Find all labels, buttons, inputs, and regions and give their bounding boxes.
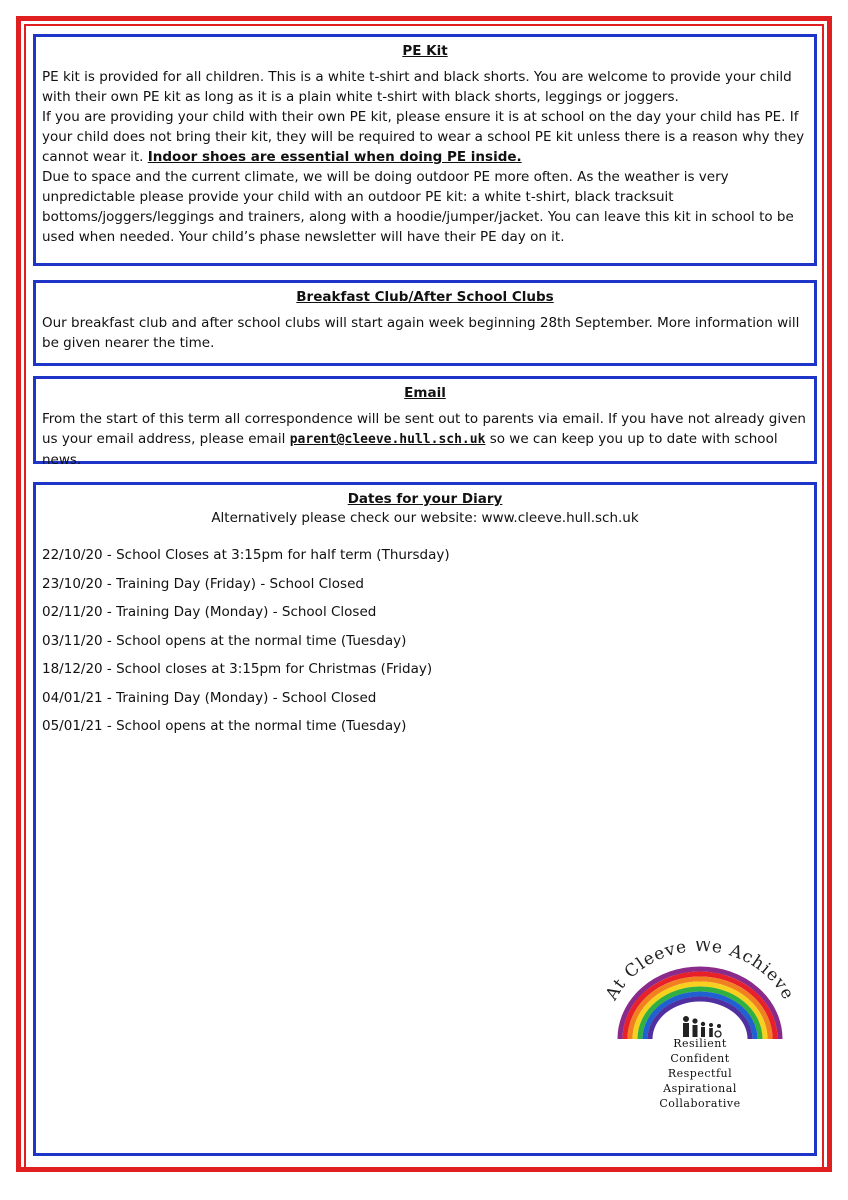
diary-website-note: Alternatively please check our website: www.cleeve.hull.sch.uk <box>211 510 639 526</box>
email-text-before: From the start of this term all correspondence will be sent out to parents via email. If you have not already given us your email address, please email <box>42 411 806 447</box>
email-section <box>33 376 817 468</box>
diary-title: Dates for your Diary <box>347 491 503 507</box>
value-confident: Confident <box>670 1052 730 1065</box>
diary-date-item: 22/10/20 - School Closes at 3:15pm for half term (Thursday) <box>42 547 450 563</box>
rainbow-motto-graphic <box>600 941 800 1041</box>
email-text-after: so we can keep you up to date with school news. <box>42 431 778 468</box>
school-logo <box>600 941 800 1121</box>
pe-kit-paragraph-3: Due to space and the current climate, we will be doing outdoor PE more often. As the weather is very unpredictable please provide your child with an outdoor PE kit: a white t-shirt, black tracksuit bottoms/joggers/leggings and trainers, along with a hoodie/jumper/jacket. You can leave this kit in school to be used when needed. Your child’s phase newsletter will have their PE day on it. <box>42 169 794 245</box>
pe-kit-paragraph-2 <box>42 107 808 167</box>
value-resilient: Resilient <box>673 1037 727 1050</box>
value-collaborative: Collaborative <box>659 1097 741 1110</box>
email-address-link[interactable]: parent@cleeve.hull.sch.uk <box>289 432 486 447</box>
motto-text: At Cleeve We Achieve <box>601 941 799 1004</box>
value-respectful: Respectful <box>667 1067 733 1080</box>
diary-date-item: 03/11/20 - School opens at the normal time (Tuesday) <box>42 632 407 649</box>
pe-kit-title: PE Kit <box>402 43 448 59</box>
pe-kit-paragraph-1: PE kit is provided for all children. This is a white t-shirt and black shorts. You are welcome to provide your child with their own PE kit as long as it is a plain white t-shirt with black shorts, leggings or joggers. <box>42 69 792 105</box>
diary-date-item: 18/12/20 - School closes at 3:15pm for Christmas (Friday) <box>42 661 433 677</box>
rainbow-icon <box>620 969 780 1039</box>
email-title: Email <box>404 385 446 401</box>
email-text <box>42 409 808 470</box>
school-values <box>600 1036 800 1111</box>
clubs-section <box>33 280 817 366</box>
diary-date-list <box>42 545 808 736</box>
diary-date-item: 04/01/21 - Training Day (Monday) - School Closed <box>42 689 377 706</box>
value-aspirational: Aspirational <box>663 1082 737 1095</box>
pe-kit-section <box>33 34 817 266</box>
diary-date-item: 23/10/20 - Training Day (Friday) - School Closed <box>42 575 364 592</box>
pe-kit-paragraph-2-text: If you are providing your child with their own PE kit, please ensure it is at school on the day your child has PE. If your child does not bring their kit, they will be required to wear a school PE kit unless there is a reason why they cannot wear it. <box>42 109 805 165</box>
diary-date-item: 05/01/21 - School opens at the normal time (Tuesday) <box>42 718 407 734</box>
diary-date-item: 02/11/20 - Training Day (Monday) - School Closed <box>42 604 377 620</box>
family-icon <box>683 1016 721 1037</box>
indoor-shoes-emphasis: Indoor shoes are essential when doing PE inside. <box>147 149 522 165</box>
diary-section <box>33 482 817 1156</box>
clubs-text: Our breakfast club and after school clubs will start again week beginning 28th September. More information will be given nearer the time. <box>42 315 800 351</box>
clubs-title: Breakfast Club/After School Clubs <box>296 289 554 305</box>
